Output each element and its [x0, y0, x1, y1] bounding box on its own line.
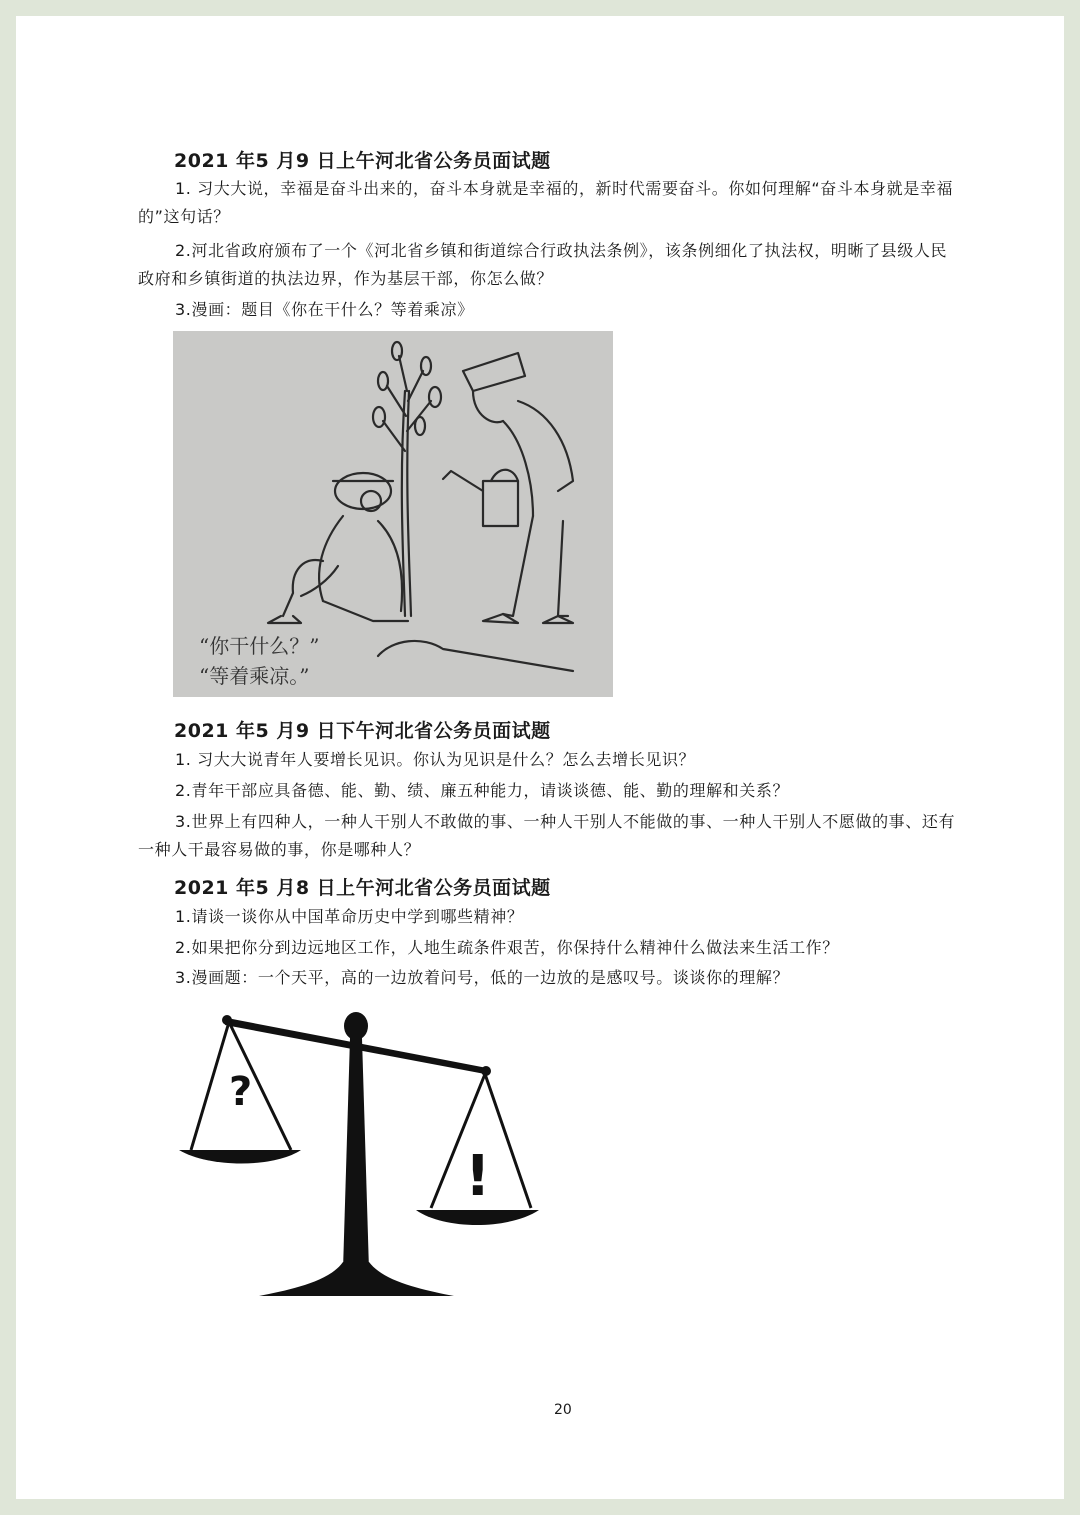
section-heading: 2021 年5 月9 日上午河北省公务员面试题	[174, 150, 551, 172]
balance-scale-drawing	[179, 1000, 539, 1312]
question-text: 2.青年干部应具备德、能、勤、绩、廉五种能力，请谈谈德、能、勤的理解和关系？	[175, 781, 790, 800]
question-text: 3.漫画题：一个天平，高的一边放着问号，低的一边放的是感叹号。谈谈你的理解？	[175, 968, 790, 987]
cartoon-drawing	[173, 331, 613, 697]
question-text: 1. 习大大说青年人要增长见识。你认为见识是什么？怎么去增长见识？	[175, 750, 696, 769]
question-text: 2.河北省政府颁布了一个《河北省乡镇和街道综合行政执法条例》，该条例细化了执法权，明晰了县级人民政府和乡镇街道的执法边界，作为基层干部，你怎么做？	[138, 241, 948, 288]
exclamation-mark-symbol: !	[465, 1144, 491, 1209]
question-mark-symbol: ?	[229, 1069, 253, 1115]
page-number: 20	[554, 1402, 572, 1418]
cartoon-image	[173, 331, 613, 697]
question-text: 3.世界上有四种人，一种人干别人不敢做的事、一种人干别人不能做的事、一种人干别人不愿做的事、还有一种人干最容易做的事，你是哪种人？	[138, 812, 956, 859]
balance-scale-image	[179, 1000, 539, 1312]
cartoon-caption-2: “等着乘凉。”	[199, 664, 310, 688]
question-text: 2.如果把你分到边远地区工作，人地生疏条件艰苦，你保持什么精神什么做法来生活工作？	[175, 938, 839, 957]
question-text: 1.请谈一谈你从中国革命历史中学到哪些精神？	[175, 907, 524, 926]
cartoon-caption-1: “你干什么？”	[199, 634, 320, 658]
document-page	[16, 16, 1064, 1499]
question-text: 1. 习大大说，幸福是奋斗出来的，奋斗本身就是幸福的，新时代需要奋斗。你如何理解“奋斗本身就是幸福的”这句话？	[138, 179, 954, 226]
section-heading: 2021 年5 月9 日下午河北省公务员面试题	[174, 720, 551, 742]
section-heading: 2021 年5 月8 日上午河北省公务员面试题	[174, 877, 551, 899]
question-text: 3.漫画：题目《你在干什么？等着乘凉》	[175, 300, 474, 319]
